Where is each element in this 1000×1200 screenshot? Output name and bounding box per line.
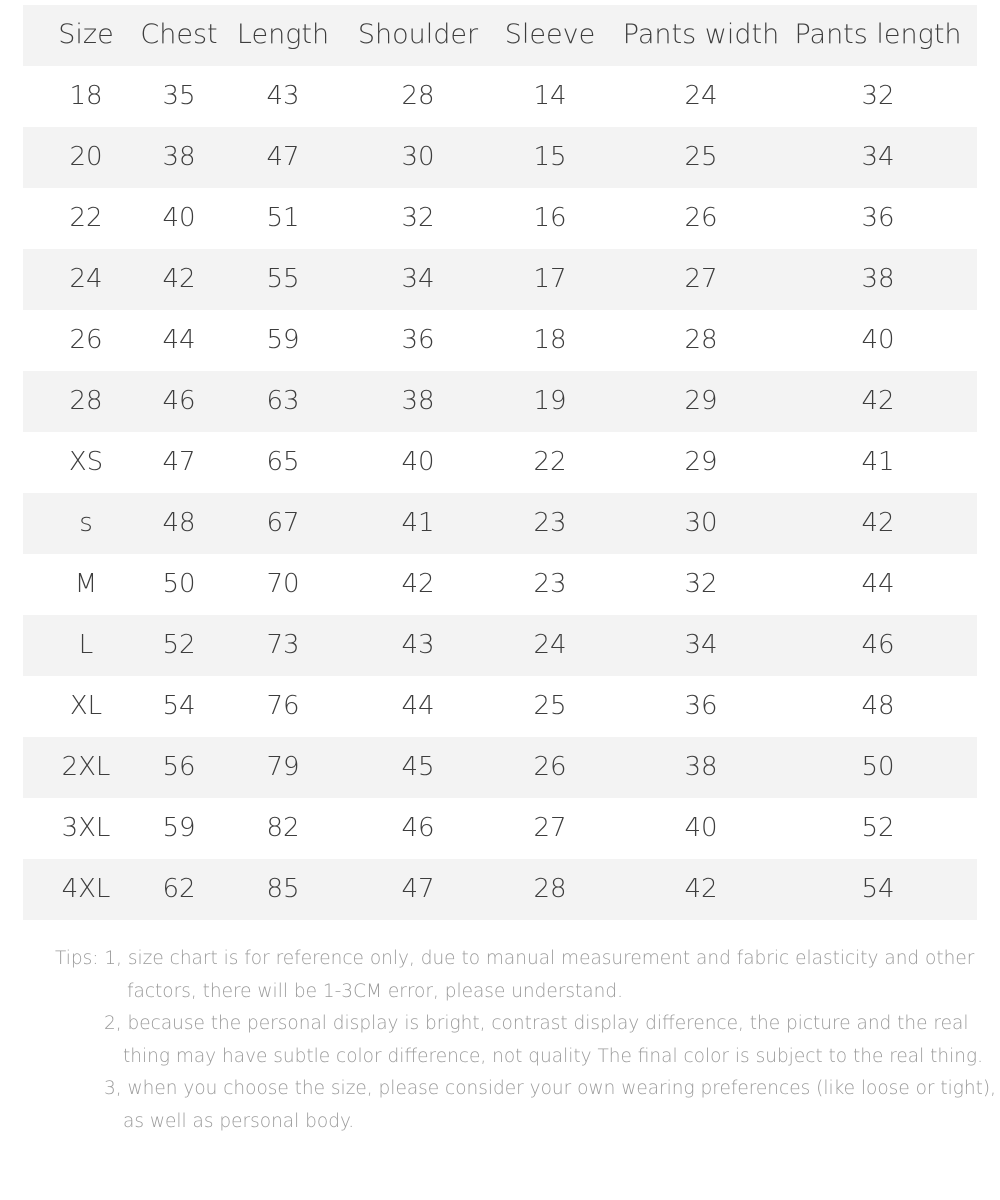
cell-shoulder: 36 <box>401 325 435 355</box>
tip-line-6: as well as personal body. <box>123 1110 355 1132</box>
cell-shoulder: 38 <box>401 386 435 416</box>
cell-pants-length: 42 <box>861 508 895 538</box>
cell-pants-width: 30 <box>684 508 718 538</box>
cell-pants-length: 40 <box>861 325 895 355</box>
cell-shoulder: 47 <box>401 874 435 904</box>
cell-size: 3XL <box>61 813 111 843</box>
cell-shoulder: 41 <box>401 508 435 538</box>
cell-size: 24 <box>69 264 103 294</box>
cell-length: 85 <box>266 874 300 904</box>
cell-pants-width: 40 <box>684 813 718 843</box>
table-row <box>23 554 977 615</box>
cell-pants-length: 54 <box>861 874 895 904</box>
cell-length: 51 <box>266 203 300 233</box>
cell-pants-width: 26 <box>684 203 718 233</box>
cell-pants-width: 27 <box>684 264 718 294</box>
size-chart-table <box>23 5 977 920</box>
cell-sleeve: 24 <box>533 630 567 660</box>
cell-shoulder: 46 <box>401 813 435 843</box>
cell-chest: 52 <box>162 630 196 660</box>
header-sleeve: Sleeve <box>504 19 596 50</box>
cell-sleeve: 23 <box>533 569 567 599</box>
cell-size: 28 <box>69 386 103 416</box>
cell-size: 4XL <box>61 874 111 904</box>
cell-pants-width: 42 <box>684 874 718 904</box>
cell-size: 20 <box>69 142 103 172</box>
cell-sleeve: 27 <box>533 813 567 843</box>
cell-sleeve: 25 <box>533 691 567 721</box>
cell-chest: 48 <box>162 508 196 538</box>
cell-size: XS <box>68 447 104 477</box>
cell-pants-length: 38 <box>861 264 895 294</box>
cell-pants-width: 24 <box>684 81 718 111</box>
table-row <box>23 66 977 127</box>
cell-length: 70 <box>266 569 300 599</box>
cell-sleeve: 28 <box>533 874 567 904</box>
table-row <box>23 371 977 432</box>
table-row <box>23 493 977 554</box>
header-pants-length: Pants length <box>794 19 962 50</box>
cell-pants-width: 36 <box>684 691 718 721</box>
cell-size: 22 <box>69 203 103 233</box>
cell-pants-width: 38 <box>684 752 718 782</box>
cell-sleeve: 23 <box>533 508 567 538</box>
cell-chest: 47 <box>162 447 196 477</box>
cell-size: 2XL <box>61 752 111 782</box>
table-row <box>23 798 977 859</box>
cell-size: 26 <box>69 325 103 355</box>
cell-size: XL <box>69 691 103 721</box>
cell-sleeve: 26 <box>533 752 567 782</box>
cell-pants-length: 32 <box>861 81 895 111</box>
cell-sleeve: 19 <box>533 386 567 416</box>
cell-length: 73 <box>266 630 300 660</box>
cell-pants-length: 42 <box>861 386 895 416</box>
cell-size: s <box>79 508 93 538</box>
cell-length: 67 <box>266 508 300 538</box>
cell-shoulder: 30 <box>401 142 435 172</box>
table-row <box>23 676 977 737</box>
cell-shoulder: 44 <box>401 691 435 721</box>
tip-line-4: thing may have subtle color difference, not quality The final color is subject to the real thing. <box>123 1045 983 1067</box>
table-row <box>23 249 977 310</box>
cell-chest: 56 <box>162 752 196 782</box>
header-pants-width: Pants width <box>622 19 780 50</box>
table-row <box>23 188 977 249</box>
cell-chest: 50 <box>162 569 196 599</box>
cell-size: L <box>78 630 94 660</box>
cell-pants-width: 29 <box>684 447 718 477</box>
cell-length: 47 <box>266 142 300 172</box>
cell-pants-length: 46 <box>861 630 895 660</box>
cell-shoulder: 32 <box>401 203 435 233</box>
tip-line-1: Tips: 1, size chart is for reference only, due to manual measurement and fabric elasticity and other <box>55 948 975 969</box>
table-header-row <box>23 5 977 66</box>
table-row <box>23 859 977 920</box>
tip-line-5: 3, when you choose the size, please consider your own wearing preferences (like loose or tight), <box>104 1078 996 1099</box>
header-shoulder: Shoulder <box>357 19 479 50</box>
cell-length: 43 <box>266 81 300 111</box>
cell-chest: 40 <box>162 203 196 233</box>
cell-sleeve: 14 <box>533 81 567 111</box>
cell-sleeve: 18 <box>533 325 567 355</box>
cell-pants-width: 32 <box>684 569 718 599</box>
cell-shoulder: 45 <box>401 752 435 782</box>
cell-pants-length: 41 <box>861 447 895 477</box>
cell-pants-width: 29 <box>684 386 718 416</box>
cell-chest: 62 <box>162 874 196 904</box>
cell-chest: 59 <box>162 813 196 843</box>
cell-chest: 44 <box>162 325 196 355</box>
table-body <box>23 66 977 920</box>
cell-pants-length: 44 <box>861 569 895 599</box>
cell-pants-length: 34 <box>861 142 895 172</box>
table-row <box>23 127 977 188</box>
header-chest: Chest <box>140 19 218 50</box>
cell-pants-length: 48 <box>861 691 895 721</box>
cell-shoulder: 34 <box>401 264 435 294</box>
header-size: Size <box>58 19 114 50</box>
cell-shoulder: 40 <box>401 447 435 477</box>
cell-pants-length: 52 <box>861 813 895 843</box>
size-tips <box>55 943 996 1138</box>
cell-length: 63 <box>266 386 300 416</box>
cell-pants-length: 36 <box>861 203 895 233</box>
cell-pants-width: 25 <box>684 142 718 172</box>
cell-size: 18 <box>69 81 103 111</box>
cell-pants-width: 28 <box>684 325 718 355</box>
cell-length: 55 <box>266 264 300 294</box>
cell-length: 76 <box>266 691 300 721</box>
tip-line-3: 2, because the personal display is bright, contrast display difference, the picture and the real <box>104 1013 969 1034</box>
header-length: Length <box>236 19 330 50</box>
cell-chest: 42 <box>162 264 196 294</box>
cell-sleeve: 16 <box>533 203 567 233</box>
table-row <box>23 615 977 676</box>
table-row <box>23 310 977 371</box>
tip-line-2: factors, there will be 1-3CM error, please understand. <box>127 980 623 1002</box>
cell-shoulder: 42 <box>401 569 435 599</box>
cell-sleeve: 22 <box>533 447 567 477</box>
cell-size: M <box>74 569 98 599</box>
cell-length: 79 <box>266 752 300 782</box>
cell-chest: 54 <box>162 691 196 721</box>
cell-chest: 38 <box>162 142 196 172</box>
cell-length: 65 <box>266 447 300 477</box>
cell-chest: 46 <box>162 386 196 416</box>
cell-pants-width: 34 <box>684 630 718 660</box>
table-row <box>23 432 977 493</box>
cell-chest: 35 <box>162 81 196 111</box>
cell-sleeve: 15 <box>533 142 567 172</box>
cell-length: 82 <box>266 813 300 843</box>
cell-length: 59 <box>266 325 300 355</box>
cell-pants-length: 50 <box>861 752 895 782</box>
table-row <box>23 737 977 798</box>
cell-shoulder: 43 <box>401 630 435 660</box>
cell-shoulder: 28 <box>401 81 435 111</box>
cell-sleeve: 17 <box>533 264 567 294</box>
